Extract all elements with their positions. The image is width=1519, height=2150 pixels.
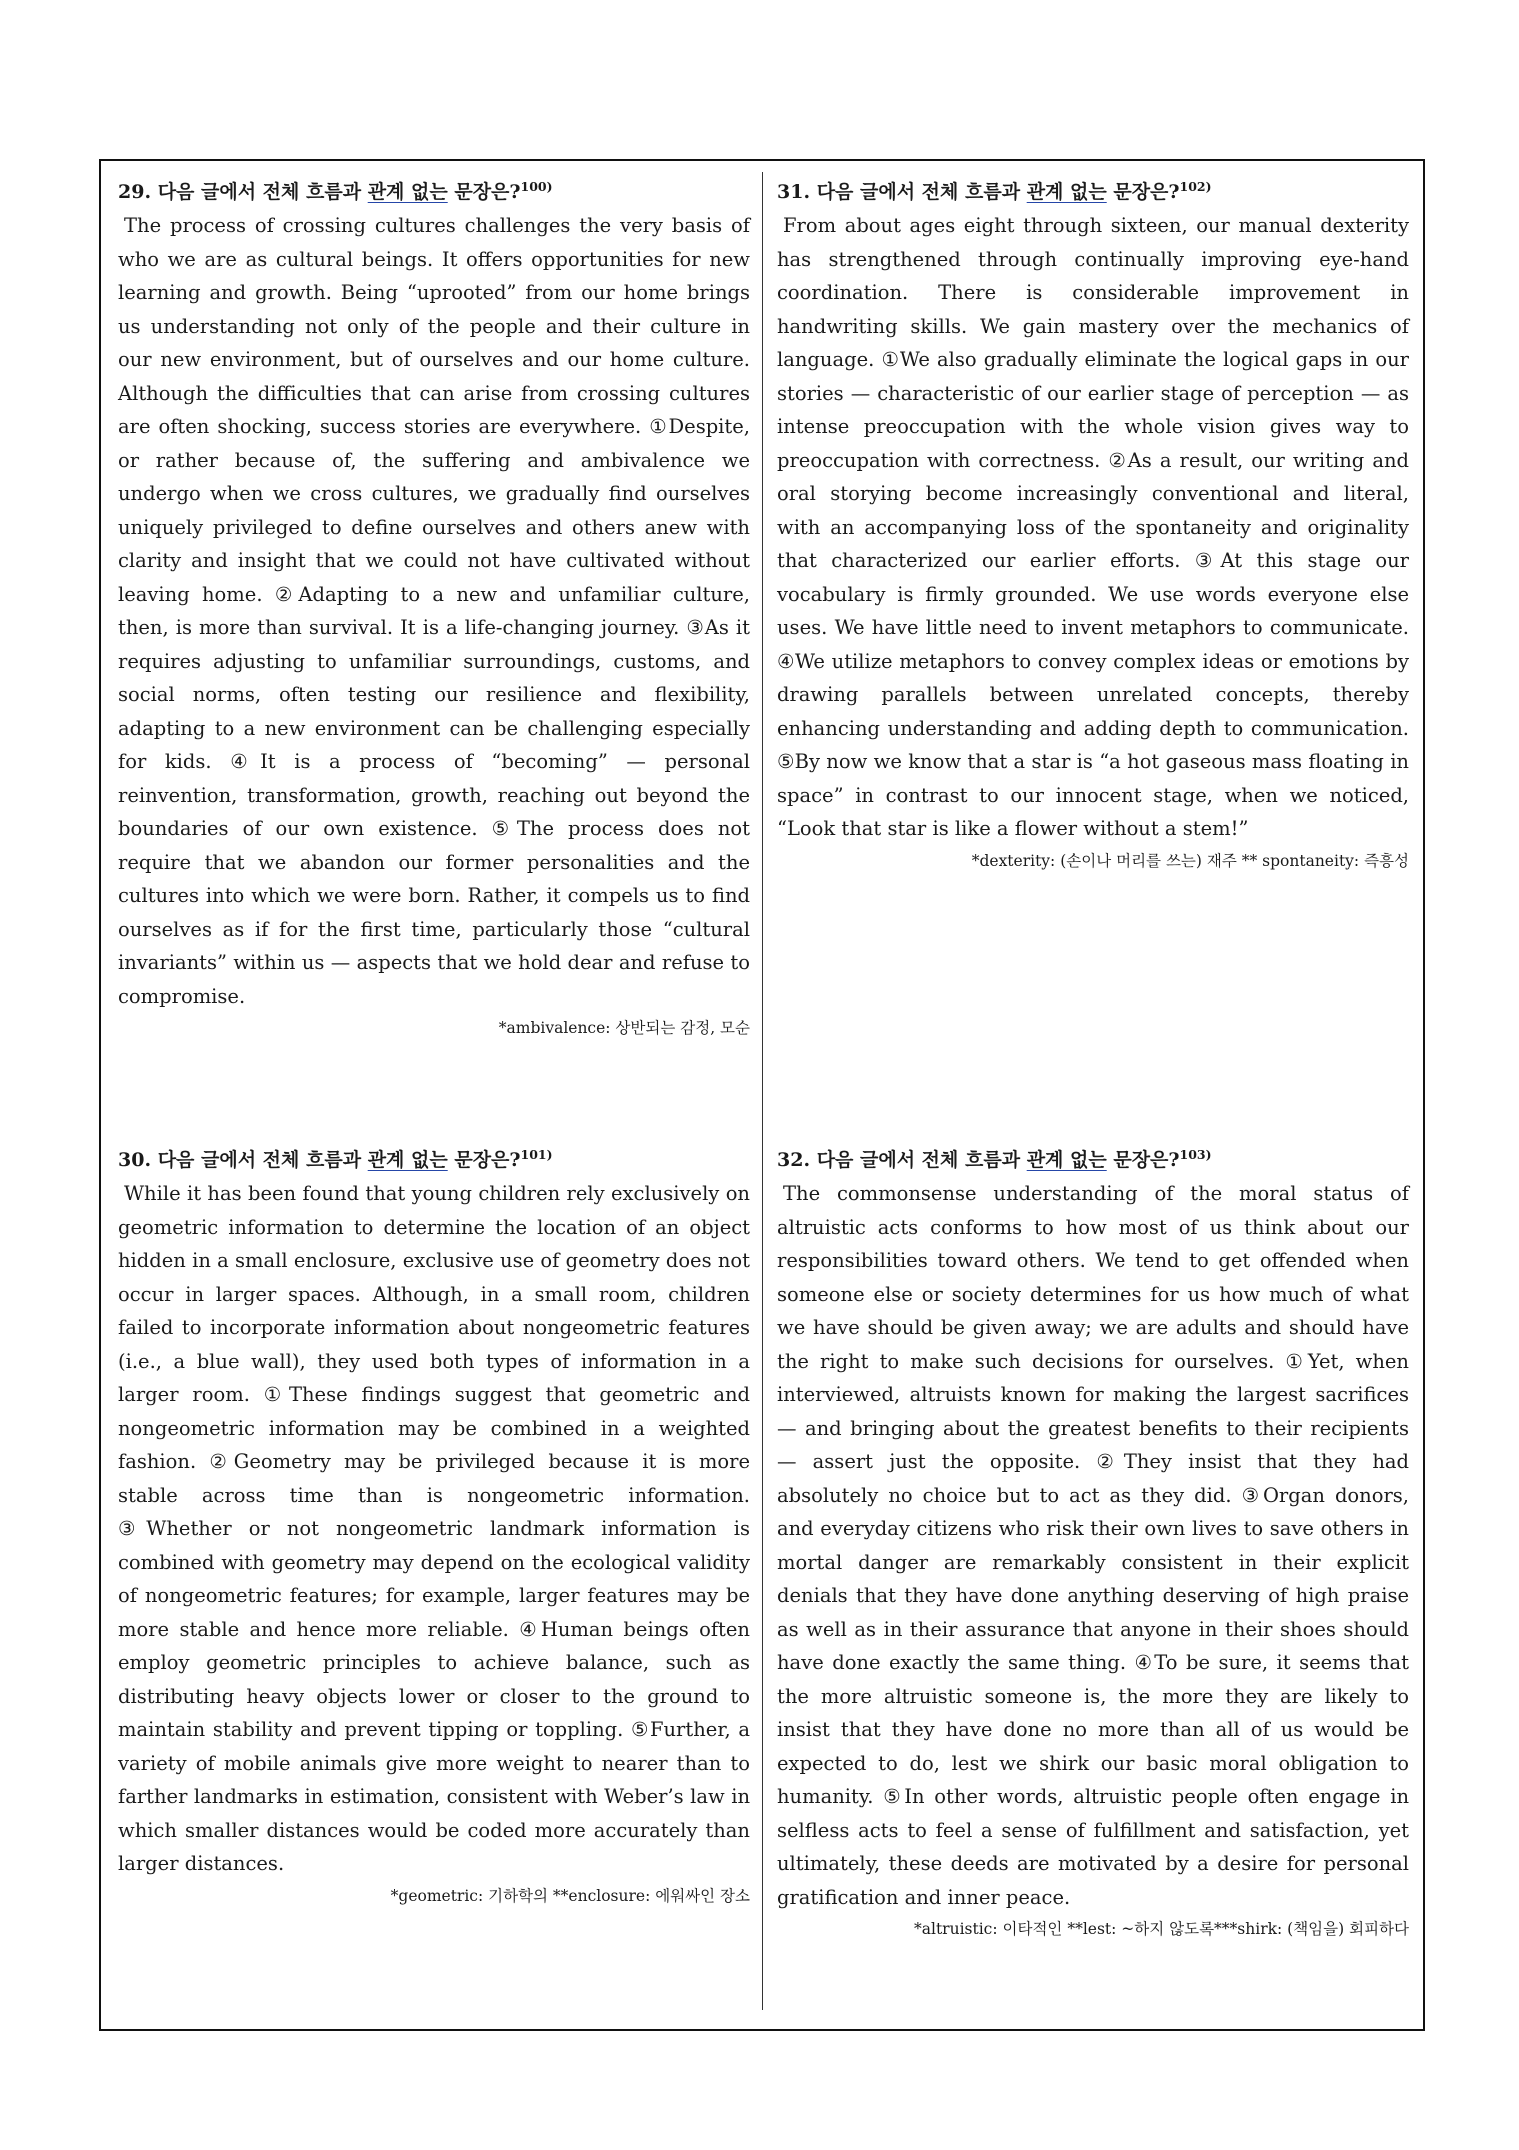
question-number: 30.	[118, 1149, 152, 1171]
question-30	[118, 1138, 750, 1911]
question-32	[777, 1138, 1409, 1944]
passage	[118, 209, 750, 1013]
vocab-note: *geometric: 기하학의 **enclosure: 에워싸인 장소	[390, 1886, 750, 1905]
underlined-phrase: 관계 없는	[367, 181, 448, 203]
underlined-phrase: 관계 없는	[1026, 1149, 1107, 1171]
vocab-note: *ambivalence: 상반되는 감정, 모순	[498, 1019, 750, 1037]
footnote-ref: 101)	[520, 1147, 553, 1162]
column-divider	[762, 172, 763, 2010]
question-number: 32.	[777, 1149, 811, 1171]
footnote-ref: 100)	[520, 179, 553, 194]
underlined-phrase: 관계 없는	[1026, 181, 1107, 203]
question-title: 29. 다음 글에서 전체 흐름과 관계 없는 문장은?$^{100)}$	[118, 179, 553, 203]
footnote-ref: 102)	[1179, 179, 1212, 194]
vocab-note: *dexterity: (손이나 머리를 쓰는) 재주 ** spontaneity: 즉흥성	[971, 851, 1409, 870]
passage-text: The process of crossing cultures challenges the very basis of who we are as cultural beings. It offers opportunities for new learning and growth. Being “uprooted” from our home brings us understanding not only of the people and their culture in our new environment, but of ourselves and our home culture. Although the difficulties that can arise from crossing cultures are often shocking, success stories are everywhere. ①Despite, or rather because of, the suffering and ambivalence we undergo when we cross cultures, we gradually find ourselves uniquely privileged to define ourselves and others anew with clarity and insight that we could not have cultivated without leaving home. ②Adapting to a new and unfamiliar culture, then, is more than survival. It is a life-changing journey. ③As it requires adjusting to unfamiliar surroundings, customs, and social norms, often testing our resilience and flexibility, adapting to a new environment can be challenging especially for kids. ④It is a process of “becoming” — personal reinvention, transformation, growth, reaching out beyond the boundaries of our own existence. ⑤The process does not require that we abandon our former personalities and the cultures into which we were born. Rather, it compels us to find ourselves as if for the first time, particularly those “cultural invariants” within us — aspects that we hold dear and refuse to compromise.	[118, 214, 750, 1008]
question-29	[118, 170, 750, 1043]
passage-text: From about ages eight through sixteen, our manual dexterity has strengthened through continually improving eye-hand coordination. There is considerable improvement in handwriting skills. We gain mastery over the mechanics of language. ①We also gradually eliminate the logical gaps in our stories — characteristic of our earlier stage of perception — as intense preoccupation with the whole vision gives way to preoccupation with correctness. ②As a result, our writing and oral storying become increasingly conventional and literal, with an accompanying loss of the spontaneity and originality that characterized our earlier efforts. ③At this stage our vocabulary is firmly grounded. We use words everyone else uses. We have little need to invent metaphors to communicate. ④We utilize metaphors to convey complex ideas or emotions by drawing parallels between unrelated concepts, thereby enhancing understanding and adding depth to communication. ⑤By now we know that a star is “a hot gaseous mass floating in space” in contrast to our innocent stage, when we noticed, “Look that star is like a flower without a stem!”	[777, 214, 1409, 840]
question-number: 29.	[118, 181, 152, 203]
question-number: 31.	[777, 181, 811, 203]
footnote-ref: 103)	[1179, 1147, 1212, 1162]
passage	[118, 1177, 750, 1881]
vocab-note: *altruistic: 이타적인 **lest: ~하지 않도록***shirk: (책임을) 회피하다	[914, 1920, 1409, 1938]
question-title: 31. 다음 글에서 전체 흐름과 관계 없는 문장은?$^{102)}$	[777, 179, 1212, 203]
question-title: 32. 다음 글에서 전체 흐름과 관계 없는 문장은?$^{103)}$	[777, 1147, 1212, 1171]
passage	[777, 209, 1409, 846]
passage-text: While it has been found that young children rely exclusively on geometric information to determine the location of an object hidden in a small enclosure, exclusive use of geometry does not occur in larger spaces. Although, in a small room, children failed to incorporate information about nongeometric features (i.e., a blue wall), they used both types of information in a larger room. ①These findings suggest that geometric and nongeometric information may be combined in a weighted fashion. ②Geometry may be privileged because it is more stable across time than is nongeometric information. ③Whether or not nongeometric landmark information is combined with geometry may depend on the ecological validity of nongeometric features; for example, larger features may be more stable and hence more reliable. ④Human beings often employ geometric principles to achieve balance, such as distributing heavy objects lower or closer to the ground to maintain stability and prevent tipping or toppling. ⑤Further, a variety of mobile animals give more weight to nearer than to farther landmarks in estimation, consistent with Weber’s law in which smaller distances would be coded more accurately than larger distances.	[118, 1182, 750, 1875]
passage	[777, 1177, 1409, 1914]
question-title: 30. 다음 글에서 전체 흐름과 관계 없는 문장은?$^{101)}$	[118, 1147, 553, 1171]
passage-text: The commonsense understanding of the moral status of altruistic acts conforms to how most of us think about our responsibilities toward others. We tend to get offended when someone else or society determines for us how much of what we have should be given away; we are adults and should have the right to make such decisions for ourselves. ①Yet, when interviewed, altruists known for making the largest sacrifices — and bringing about the greatest benefits to their recipients — assert just the opposite. ②They insist that they had absolutely no choice but to act as they did. ③Organ donors, and everyday citizens who risk their own lives to save others in mortal danger are remarkably consistent in their explicit denials that they have done anything deserving of high praise as well as in their assurance that anyone in their shoes should have done exactly the same thing. ④To be sure, it seems that the more altruistic someone is, the more they are likely to insist that they have done no more than all of us would be expected to do, lest we shirk our basic moral obligation to humanity. ⑤In other words, altruistic people often engage in selfless acts to feel a sense of fulfillment and satisfaction, yet ultimately, these deeds are motivated by a desire for personal gratification and inner peace.	[777, 1182, 1409, 1909]
question-31	[777, 170, 1409, 876]
underlined-phrase: 관계 없는	[367, 1149, 448, 1171]
